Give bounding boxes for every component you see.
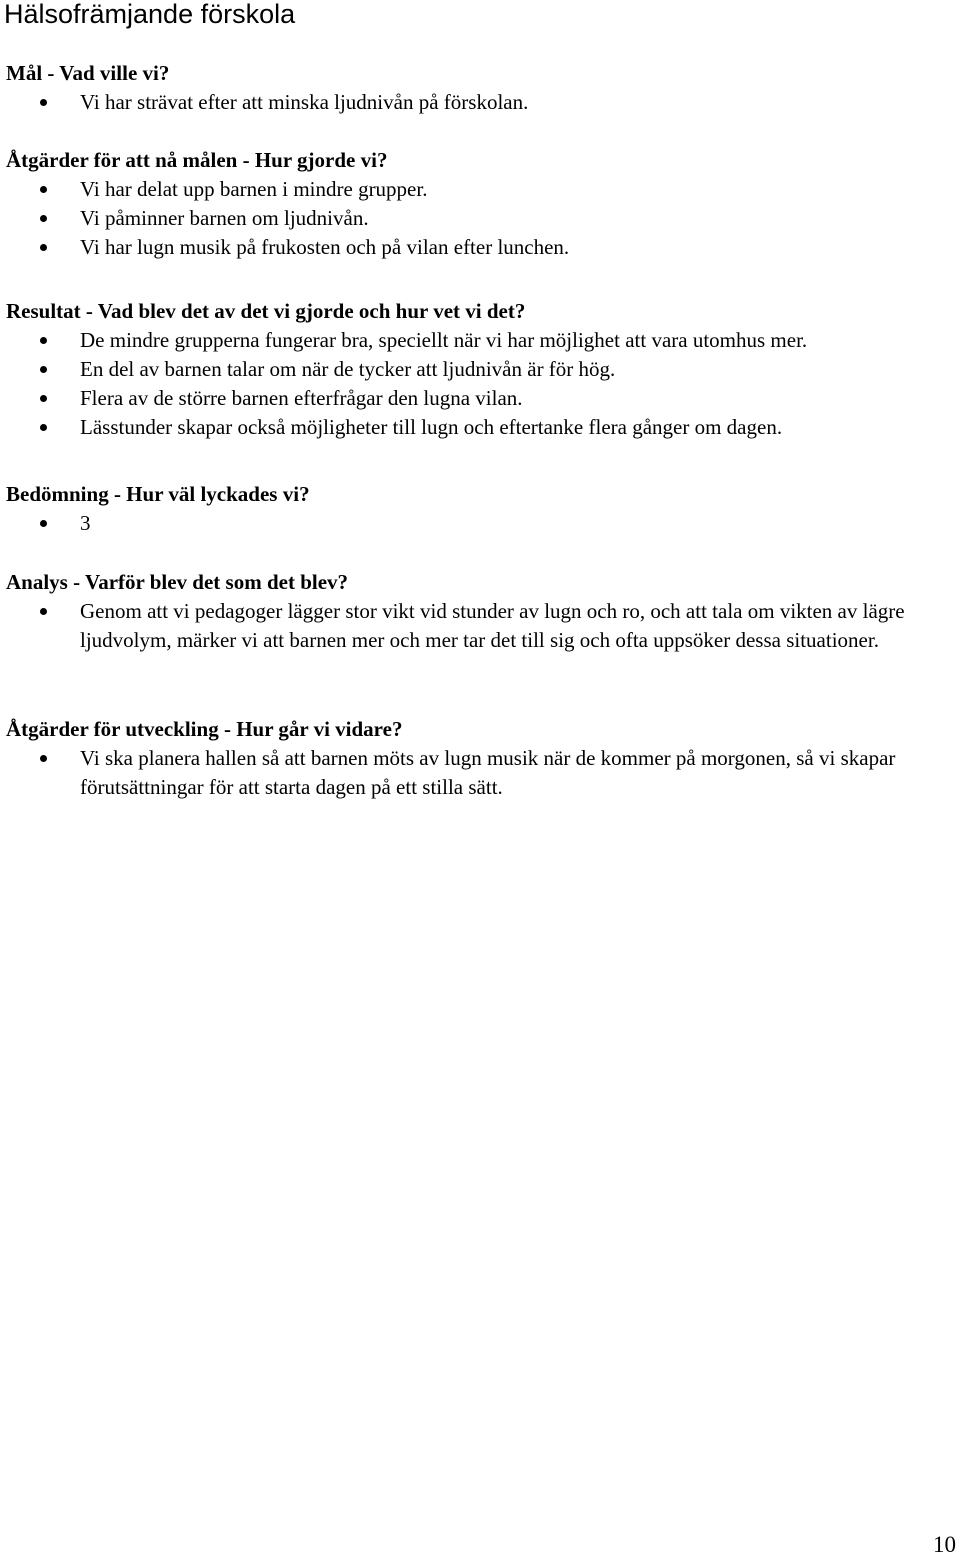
- bullet-icon: [40, 424, 47, 431]
- bullet-icon: [40, 755, 47, 762]
- bullet-list: [0, 744, 960, 802]
- page-number: 10: [933, 1532, 956, 1557]
- list-item: [0, 384, 960, 413]
- bullet-list: [0, 175, 960, 262]
- bullet-icon: [40, 366, 47, 373]
- section-goal: [0, 59, 960, 117]
- list-item-text: Vi ska planera hallen så att barnen möts av lugn musik när de kommer på morgonen, så vi skapar förutsättningar för att starta dagen på ett stilla sätt.: [80, 746, 896, 799]
- bullet-list: [0, 88, 960, 117]
- bullet-icon: [40, 99, 47, 106]
- list-item-text: Lässtunder skapar också möjligheter till lugn och eftertanke flera gånger om dagen.: [80, 415, 783, 439]
- list-item: [0, 204, 960, 233]
- list-item-text: Vi har lugn musik på frukosten och på vilan efter lunchen.: [80, 235, 570, 259]
- bullet-list: [0, 509, 960, 538]
- section-results: [0, 297, 960, 442]
- section-actions: [0, 146, 960, 262]
- list-item-text: Vi har strävat efter att minska ljudnivån på förskolan.: [80, 90, 529, 114]
- list-item: [0, 413, 960, 442]
- list-item: [0, 326, 960, 355]
- section-heading: Åtgärder för att nå målen - Hur gjorde vi?: [6, 148, 388, 172]
- bullet-icon: [40, 520, 47, 527]
- section-heading: Bedömning - Hur väl lyckades vi?: [6, 482, 310, 506]
- bullet-icon: [40, 337, 47, 344]
- section-heading: Mål - Vad ville vi?: [6, 61, 170, 85]
- list-item: [0, 175, 960, 204]
- section-assessment: [0, 480, 960, 538]
- bullet-list: [0, 326, 960, 442]
- section-development: [0, 715, 960, 802]
- list-item-text: 3: [80, 511, 91, 535]
- list-item: [0, 509, 960, 538]
- list-item: [0, 355, 960, 384]
- section-heading: Åtgärder för utveckling - Hur går vi vidare?: [6, 717, 403, 741]
- list-item-text: Vi påminner barnen om ljudnivån.: [80, 206, 369, 230]
- bullet-icon: [40, 186, 47, 193]
- section-analysis: [0, 568, 960, 655]
- bullet-icon: [40, 244, 47, 251]
- list-item-text: Flera av de större barnen efterfrågar den lugna vilan.: [80, 386, 523, 410]
- list-item: [0, 233, 960, 262]
- list-item-text: En del av barnen talar om när de tycker att ljudnivån är för hög.: [80, 357, 616, 381]
- section-heading: Analys - Varför blev det som det blev?: [6, 570, 349, 594]
- bullet-icon: [40, 215, 47, 222]
- list-item-text: Vi har delat upp barnen i mindre grupper.: [80, 177, 428, 201]
- list-item: [0, 597, 960, 655]
- page-title: Hälsofrämjande förskola: [4, 0, 296, 29]
- list-item-text: De mindre grupperna fungerar bra, speciellt när vi har möjlighet att vara utomhus mer.: [80, 328, 808, 352]
- bullet-icon: [40, 395, 47, 402]
- bullet-list: [0, 597, 960, 655]
- list-item: [0, 744, 960, 802]
- section-heading: Resultat - Vad blev det av det vi gjorde och hur vet vi det?: [6, 299, 526, 323]
- list-item: [0, 88, 960, 117]
- bullet-icon: [40, 608, 47, 615]
- list-item-text: Genom att vi pedagoger lägger stor vikt vid stunder av lugn och ro, och att tala om vikten av lägre ljudvolym, märker vi att barnen mer och mer tar det till sig och ofta uppsöker dessa situationer.: [80, 599, 905, 652]
